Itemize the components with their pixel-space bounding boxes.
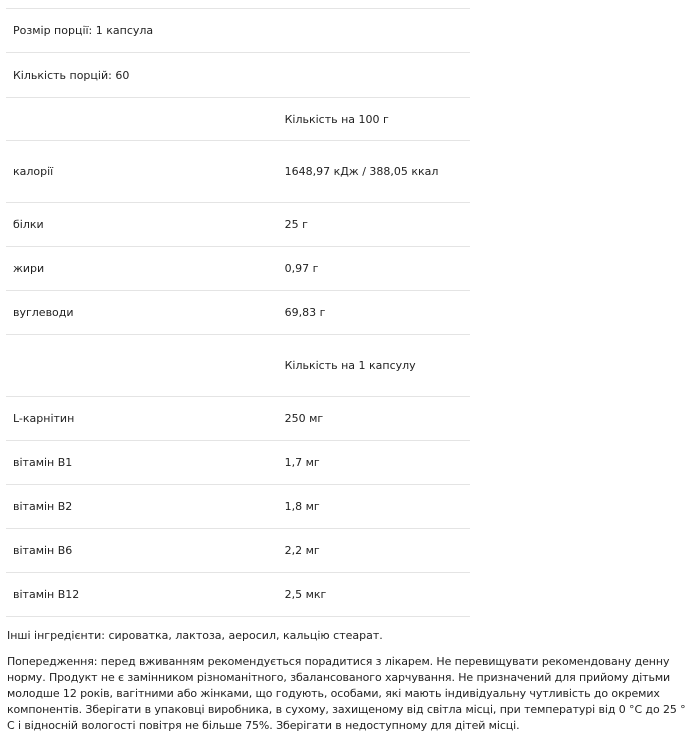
serving-size-row — [6, 9, 470, 53]
nutrient-name: вуглеводи — [6, 291, 278, 335]
per-100g-header: Кількість на 100 г — [278, 98, 470, 141]
serving-size: Розмір порції: 1 капсула — [6, 9, 470, 53]
table-row — [6, 247, 470, 291]
per-capsule-header: Кількість на 1 капсулу — [278, 335, 470, 397]
nutrient-value: 2,5 мкг — [278, 573, 470, 617]
table-row — [6, 441, 470, 485]
warning-text: Попередження: перед вживанням рекомендується порадитися з лікарем. Не перевищувати рекомендовану денну норму. Продукт не є замінником різноманітного, збалансованого харчування. Не призначений для прийому дітьми молодше 12 років, вагітними або жінками, що годують, особами, які мають індивідуальну чутливість до окремих компонентів. Зберігати в упаковці виробника, в сухому, захищеному від світла місці, при температурі від 0 °С до 25 ° С і відносній вологості повітря не більше 75%. Зберігати в недоступному для дітей місці. — [7, 655, 686, 732]
nutrient-name: вітамін В6 — [6, 529, 278, 573]
nutrient-value: 1,7 мг — [278, 441, 470, 485]
table-row — [6, 529, 470, 573]
table-row — [6, 397, 470, 441]
nutrient-value: 1648,97 кДж / 388,05 ккал — [278, 141, 470, 203]
table-row — [6, 203, 470, 247]
table-header-empty — [6, 335, 278, 397]
nutrient-name: калорії — [6, 141, 278, 203]
table-header-row — [6, 335, 470, 397]
nutrient-value: 69,83 г — [278, 291, 470, 335]
table-row — [6, 141, 470, 203]
nutrient-value: 2,2 мг — [278, 529, 470, 573]
table-row — [6, 291, 470, 335]
serving-count: Кількість порцій: 60 — [6, 53, 470, 98]
nutrient-value: 250 мг — [278, 397, 470, 441]
table-header-row — [6, 98, 470, 141]
table-row — [6, 485, 470, 529]
serving-count-row — [6, 53, 470, 98]
nutrient-name: L-карнітин — [6, 397, 278, 441]
nutrient-name: вітамін В1 — [6, 441, 278, 485]
nutrient-name: білки — [6, 203, 278, 247]
nutrient-name: вітамін В12 — [6, 573, 278, 617]
nutrient-value: 1,8 мг — [278, 485, 470, 529]
nutrient-value: 0,97 г — [278, 247, 470, 291]
ingredients-text: Інші інгредієнти: сироватка, лактоза, аеросил, кальцію стеарат. — [7, 629, 383, 642]
nutrition-table — [6, 8, 470, 617]
nutrient-name: жири — [6, 247, 278, 291]
table-row — [6, 573, 470, 617]
nutrient-value: 25 г — [278, 203, 470, 247]
table-header-empty — [6, 98, 278, 141]
nutrient-name: вітамін В2 — [6, 485, 278, 529]
